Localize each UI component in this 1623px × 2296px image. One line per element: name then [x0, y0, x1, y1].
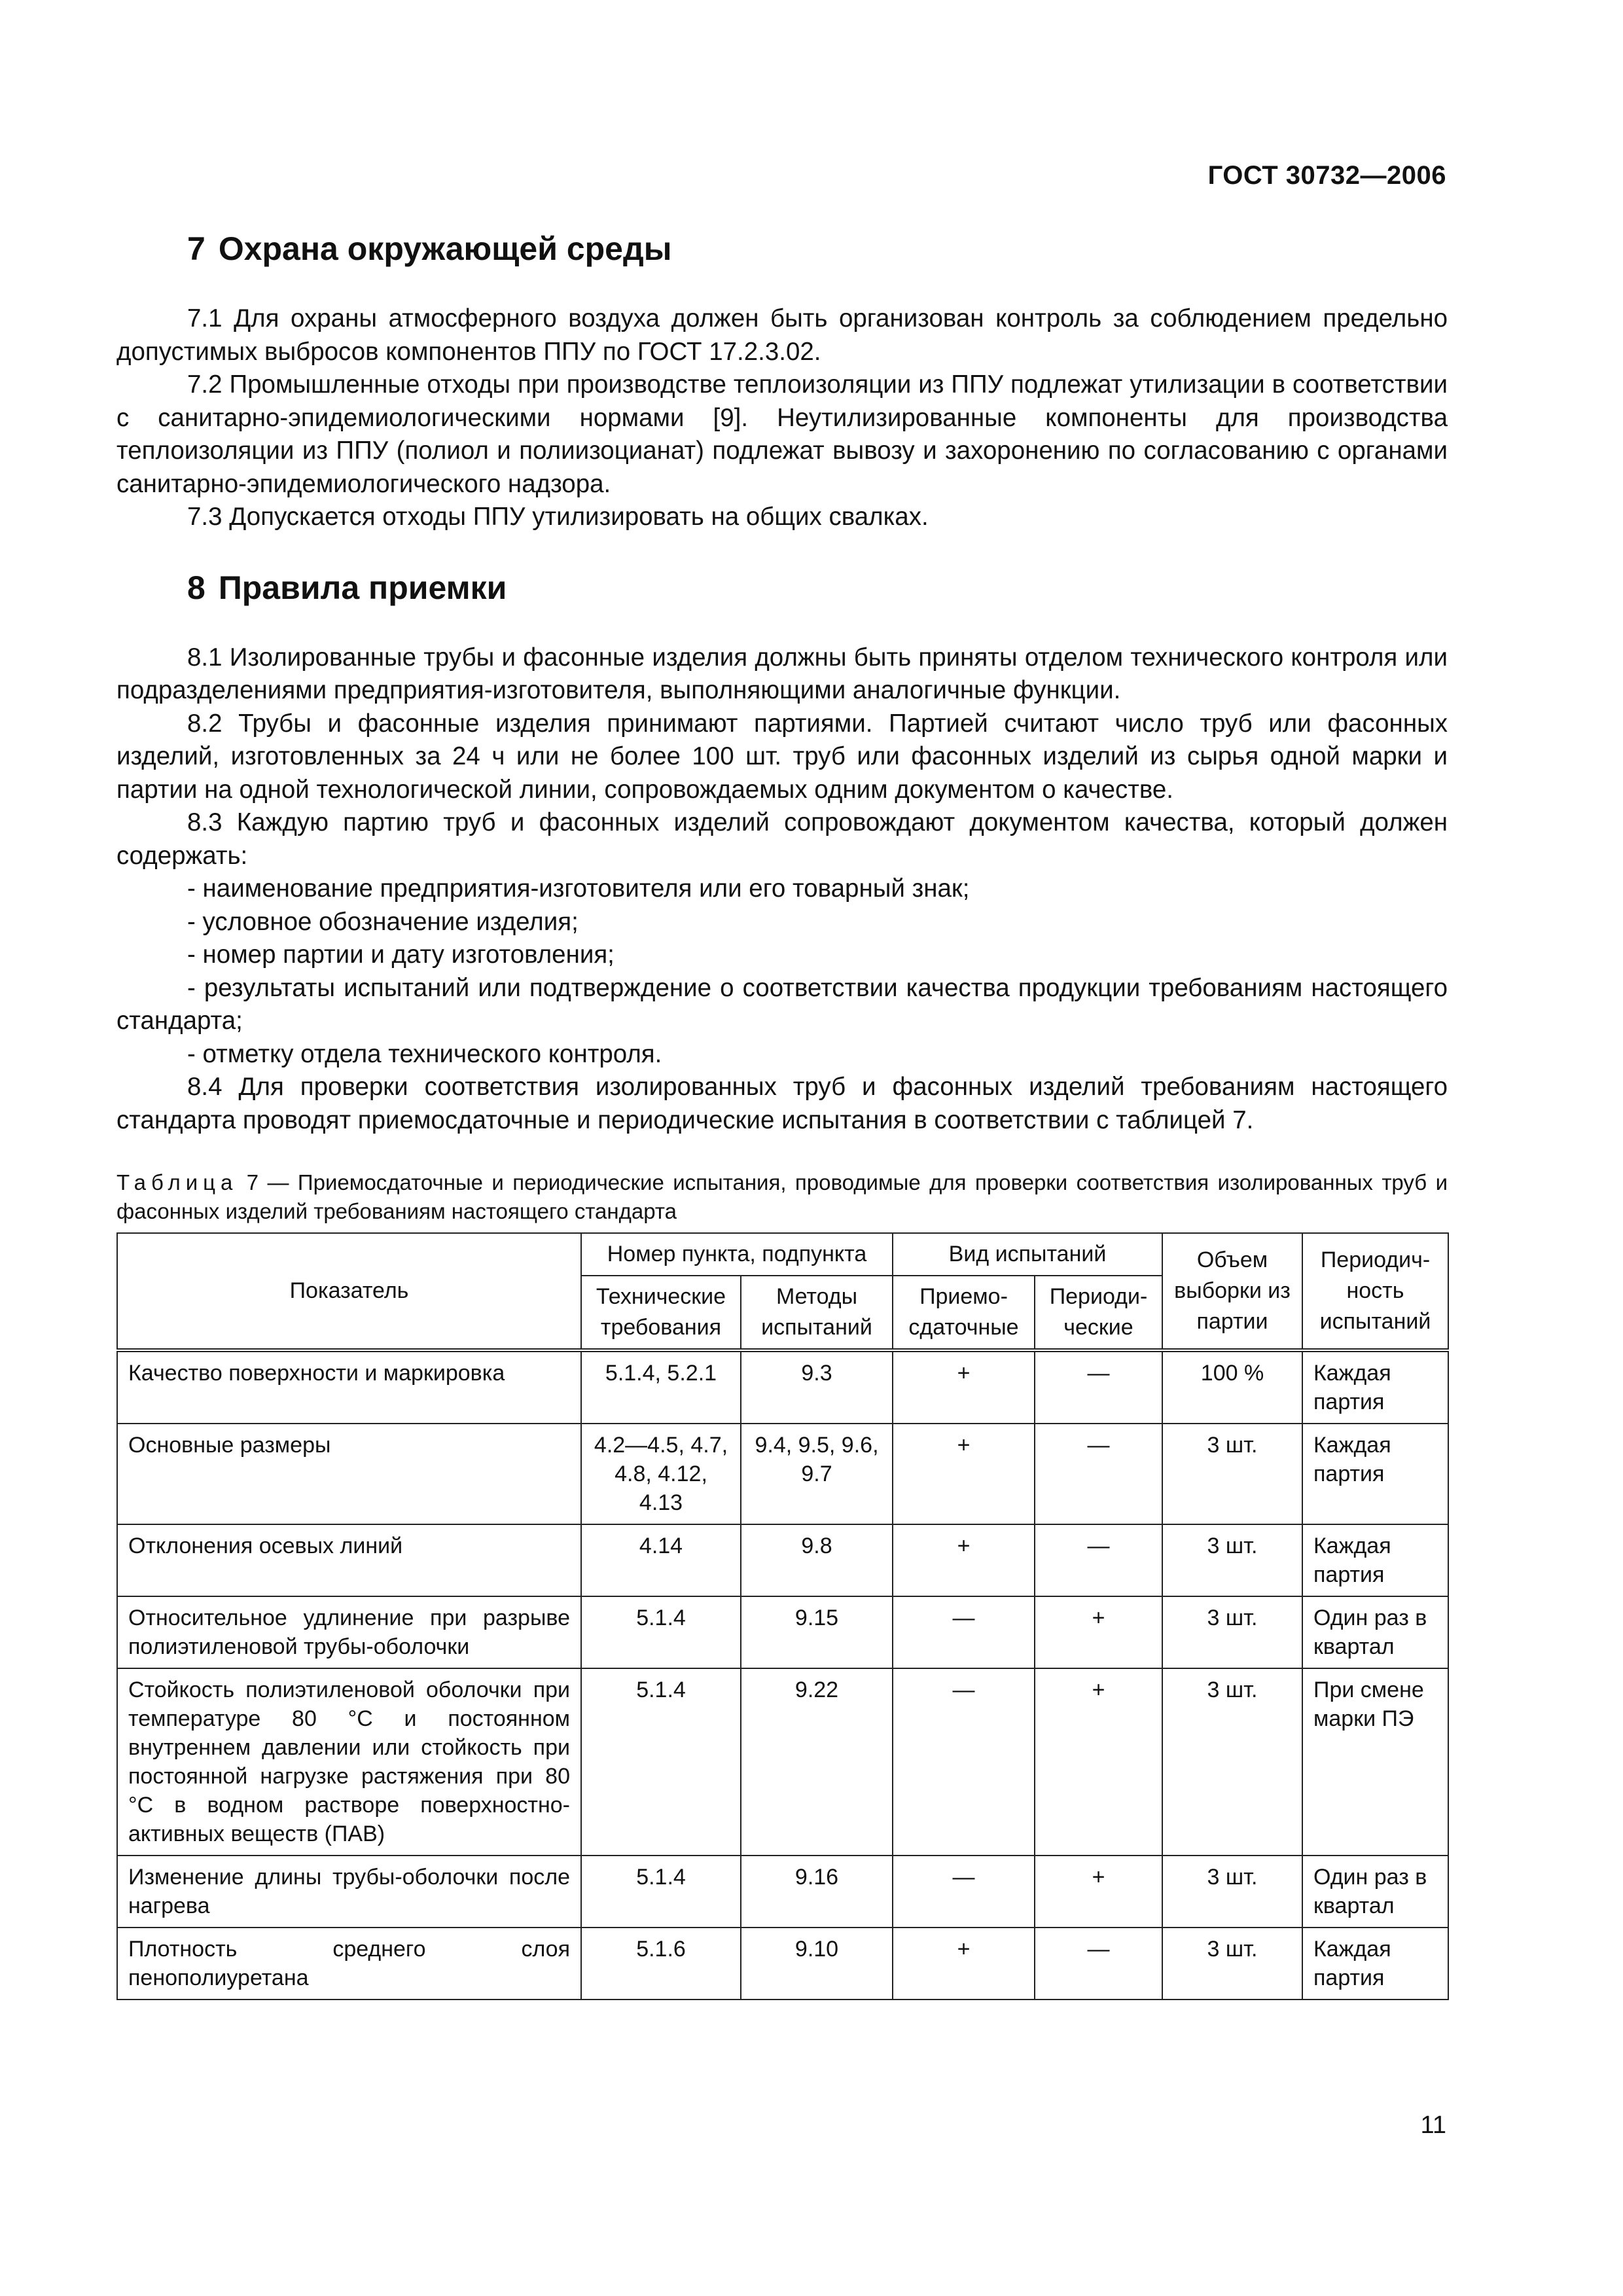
cell-methods: 9.8: [741, 1524, 893, 1596]
cell-periodicity: При смене марки ПЭ: [1302, 1668, 1448, 1856]
section-8-number: 8: [187, 569, 205, 606]
section-7-heading: [116, 229, 1448, 268]
cell-sample: 3 шт.: [1162, 1424, 1302, 1524]
cell-methods: 9.16: [741, 1856, 893, 1928]
cell-tech-req: 5.1.4: [581, 1668, 741, 1856]
table-row: [117, 1596, 1448, 1668]
cell-acceptance: +: [893, 1524, 1035, 1596]
cell-periodic: —: [1035, 1928, 1162, 2000]
header-clause-group: Номер пункта, подпункта: [581, 1233, 893, 1276]
header-tech-requirements: Технические требования: [581, 1276, 741, 1350]
table-row: [117, 1856, 1448, 1928]
section-8-title: Правила приемки: [218, 569, 507, 606]
cell-acceptance: —: [893, 1668, 1035, 1856]
cell-acceptance: +: [893, 1928, 1035, 2000]
cell-sample: 3 шт.: [1162, 1928, 1302, 2000]
cell-methods: 9.4, 9.5, 9.6, 9.7: [741, 1424, 893, 1524]
section-8-body: [116, 641, 1448, 1138]
list-item: - номер партии и дату изготовления;: [187, 941, 615, 969]
cell-indicator: Плотность среднего слоя пенополиуретана: [117, 1928, 581, 2000]
cell-indicator: Относительное удлинение при разрыве полиэтиленовой трубы-оболочки: [117, 1596, 581, 1668]
table-row: [117, 1424, 1448, 1524]
cell-periodicity: Один раз в квартал: [1302, 1596, 1448, 1668]
cell-periodicity: Каждая партия: [1302, 1350, 1448, 1424]
cell-indicator: Отклонения осевых линий: [117, 1524, 581, 1596]
cell-periodic: +: [1035, 1668, 1162, 1856]
cell-periodicity: Один раз в квартал: [1302, 1856, 1448, 1928]
cell-indicator: Изменение длины трубы-оболочки после нагрева: [117, 1856, 581, 1928]
cell-periodic: —: [1035, 1424, 1162, 1524]
cell-periodicity: Каждая партия: [1302, 1424, 1448, 1524]
header-indicator: Показатель: [117, 1233, 581, 1350]
header-periodicity: Периодич-ность испытаний: [1302, 1233, 1448, 1350]
cell-tech-req: 5.1.4: [581, 1856, 741, 1928]
page-number: 11: [1420, 2111, 1446, 2139]
header-test-methods: Методы испытаний: [741, 1276, 893, 1350]
cell-tech-req: 4.2—4.5, 4.7, 4.8, 4.12, 4.13: [581, 1424, 741, 1524]
table-caption: [116, 1168, 1448, 1226]
cell-indicator: Основные размеры: [117, 1424, 581, 1524]
list-item: - наименование предприятия-изготовителя или его товарный знак;: [187, 874, 970, 903]
cell-periodicity: Каждая партия: [1302, 1928, 1448, 2000]
cell-acceptance: —: [893, 1856, 1035, 1928]
cell-sample: 3 шт.: [1162, 1856, 1302, 1928]
cell-tech-req: 5.1.4, 5.2.1: [581, 1350, 741, 1424]
cell-methods: 9.3: [741, 1350, 893, 1424]
cell-periodic: +: [1035, 1596, 1162, 1668]
cell-acceptance: +: [893, 1424, 1035, 1524]
table-row: [117, 1928, 1448, 2000]
list-item: - условное обозначение изделия;: [187, 907, 579, 936]
table-row: [117, 1668, 1448, 1856]
cell-sample: 3 шт.: [1162, 1596, 1302, 1668]
cell-acceptance: —: [893, 1596, 1035, 1668]
section-7-body: [116, 302, 1448, 534]
cell-periodic: —: [1035, 1524, 1162, 1596]
cell-methods: 9.10: [741, 1928, 893, 2000]
header-sample-size: Объем выборки из партии: [1162, 1233, 1302, 1350]
paragraph-7-1: 7.1 Для охраны атмосферного воздуха должен быть организован контроль за соблюдением предельно допустимых выбросов компонентов ППУ по ГОСТ 17.2.3.02.: [116, 304, 1448, 366]
paragraph-8-3: 8.3 Каждую партию труб и фасонных изделий сопровождают документом качества, который должен содержать:: [116, 808, 1448, 870]
section-8-heading: [116, 568, 1448, 607]
paragraph-7-3: 7.3 Допускается отходы ППУ утилизировать на общих свалках.: [187, 503, 929, 531]
cell-methods: 9.15: [741, 1596, 893, 1668]
cell-tech-req: 5.1.4: [581, 1596, 741, 1668]
table-row: [117, 1350, 1448, 1424]
header-test-type-group: Вид испытаний: [893, 1233, 1162, 1276]
paragraph-8-4: 8.4 Для проверки соответствия изолированных труб и фасонных изделий требованиям настоящего стандарта проводят приемосдаточные и периодические испытания в соответствии с таблицей 7.: [116, 1073, 1448, 1134]
paragraph-7-2: 7.2 Промышленные отходы при производстве теплоизоляции из ППУ подлежат утилизации в соответствии с санитарно-эпидемиологическими нормами [9]. Неутилизированные компоненты для производства теплоизоляции из ППУ (полиол и полиизоцианат) подлежат вывозу и захоронению по согласованию с органами санитарно-эпидемиологического надзора.: [116, 370, 1448, 498]
cell-periodic: +: [1035, 1856, 1162, 1928]
cell-periodicity: Каждая партия: [1302, 1524, 1448, 1596]
cell-periodic: —: [1035, 1350, 1162, 1424]
page-content: [116, 229, 1448, 2000]
list-item: - результаты испытаний или подтверждение о соответствии качества продукции требованиям настоящего стандарта;: [116, 973, 1448, 1035]
list-item: - отметку отдела технического контроля.: [187, 1039, 662, 1068]
cell-tech-req: 4.14: [581, 1524, 741, 1596]
cell-sample: 100 %: [1162, 1350, 1302, 1424]
cell-acceptance: +: [893, 1350, 1035, 1424]
header-periodic: Периоди-ческие: [1035, 1276, 1162, 1350]
cell-sample: 3 шт.: [1162, 1524, 1302, 1596]
table-caption-text: 7 — Приемосдаточные и периодические испытания, проводимые для проверки соответствия изолированных труб и фасонных изделий требованиям настоящего стандарта: [116, 1170, 1448, 1223]
document-code: ГОСТ 30732—2006: [1207, 161, 1446, 190]
cell-methods: 9.22: [741, 1668, 893, 1856]
tests-table: [116, 1232, 1449, 2000]
table-caption-label: Таблица: [116, 1170, 238, 1194]
cell-indicator: Стойкость полиэтиленовой оболочки при температуре 80 °С и постоянном внутреннем давлении или стойкость при постоянной нагрузке растяжения при 80 °С в водном растворе поверхностно-активных веществ (ПАВ): [117, 1668, 581, 1856]
section-7-title: Охрана окружающей среды: [218, 230, 672, 267]
section-7-number: 7: [187, 230, 205, 267]
cell-tech-req: 5.1.6: [581, 1928, 741, 2000]
cell-sample: 3 шт.: [1162, 1668, 1302, 1856]
cell-indicator: Качество поверхности и маркировка: [117, 1350, 581, 1424]
table-row: [117, 1524, 1448, 1596]
header-acceptance: Приемо-сдаточные: [893, 1276, 1035, 1350]
paragraph-8-2: 8.2 Трубы и фасонные изделия принимают партиями. Партией считают число труб или фасонных изделий, изготовленных за 24 ч или не более 100 шт. труб или фасонных изделий из сырья одной марки и партии на одной технологической линии, сопровождаемых одним документом о качестве.: [116, 709, 1448, 804]
paragraph-8-1: 8.1 Изолированные трубы и фасонные изделия должны быть приняты отделом технического контроля или подразделениями предприятия-изготовителя, выполняющими аналогичные функции.: [116, 643, 1448, 704]
